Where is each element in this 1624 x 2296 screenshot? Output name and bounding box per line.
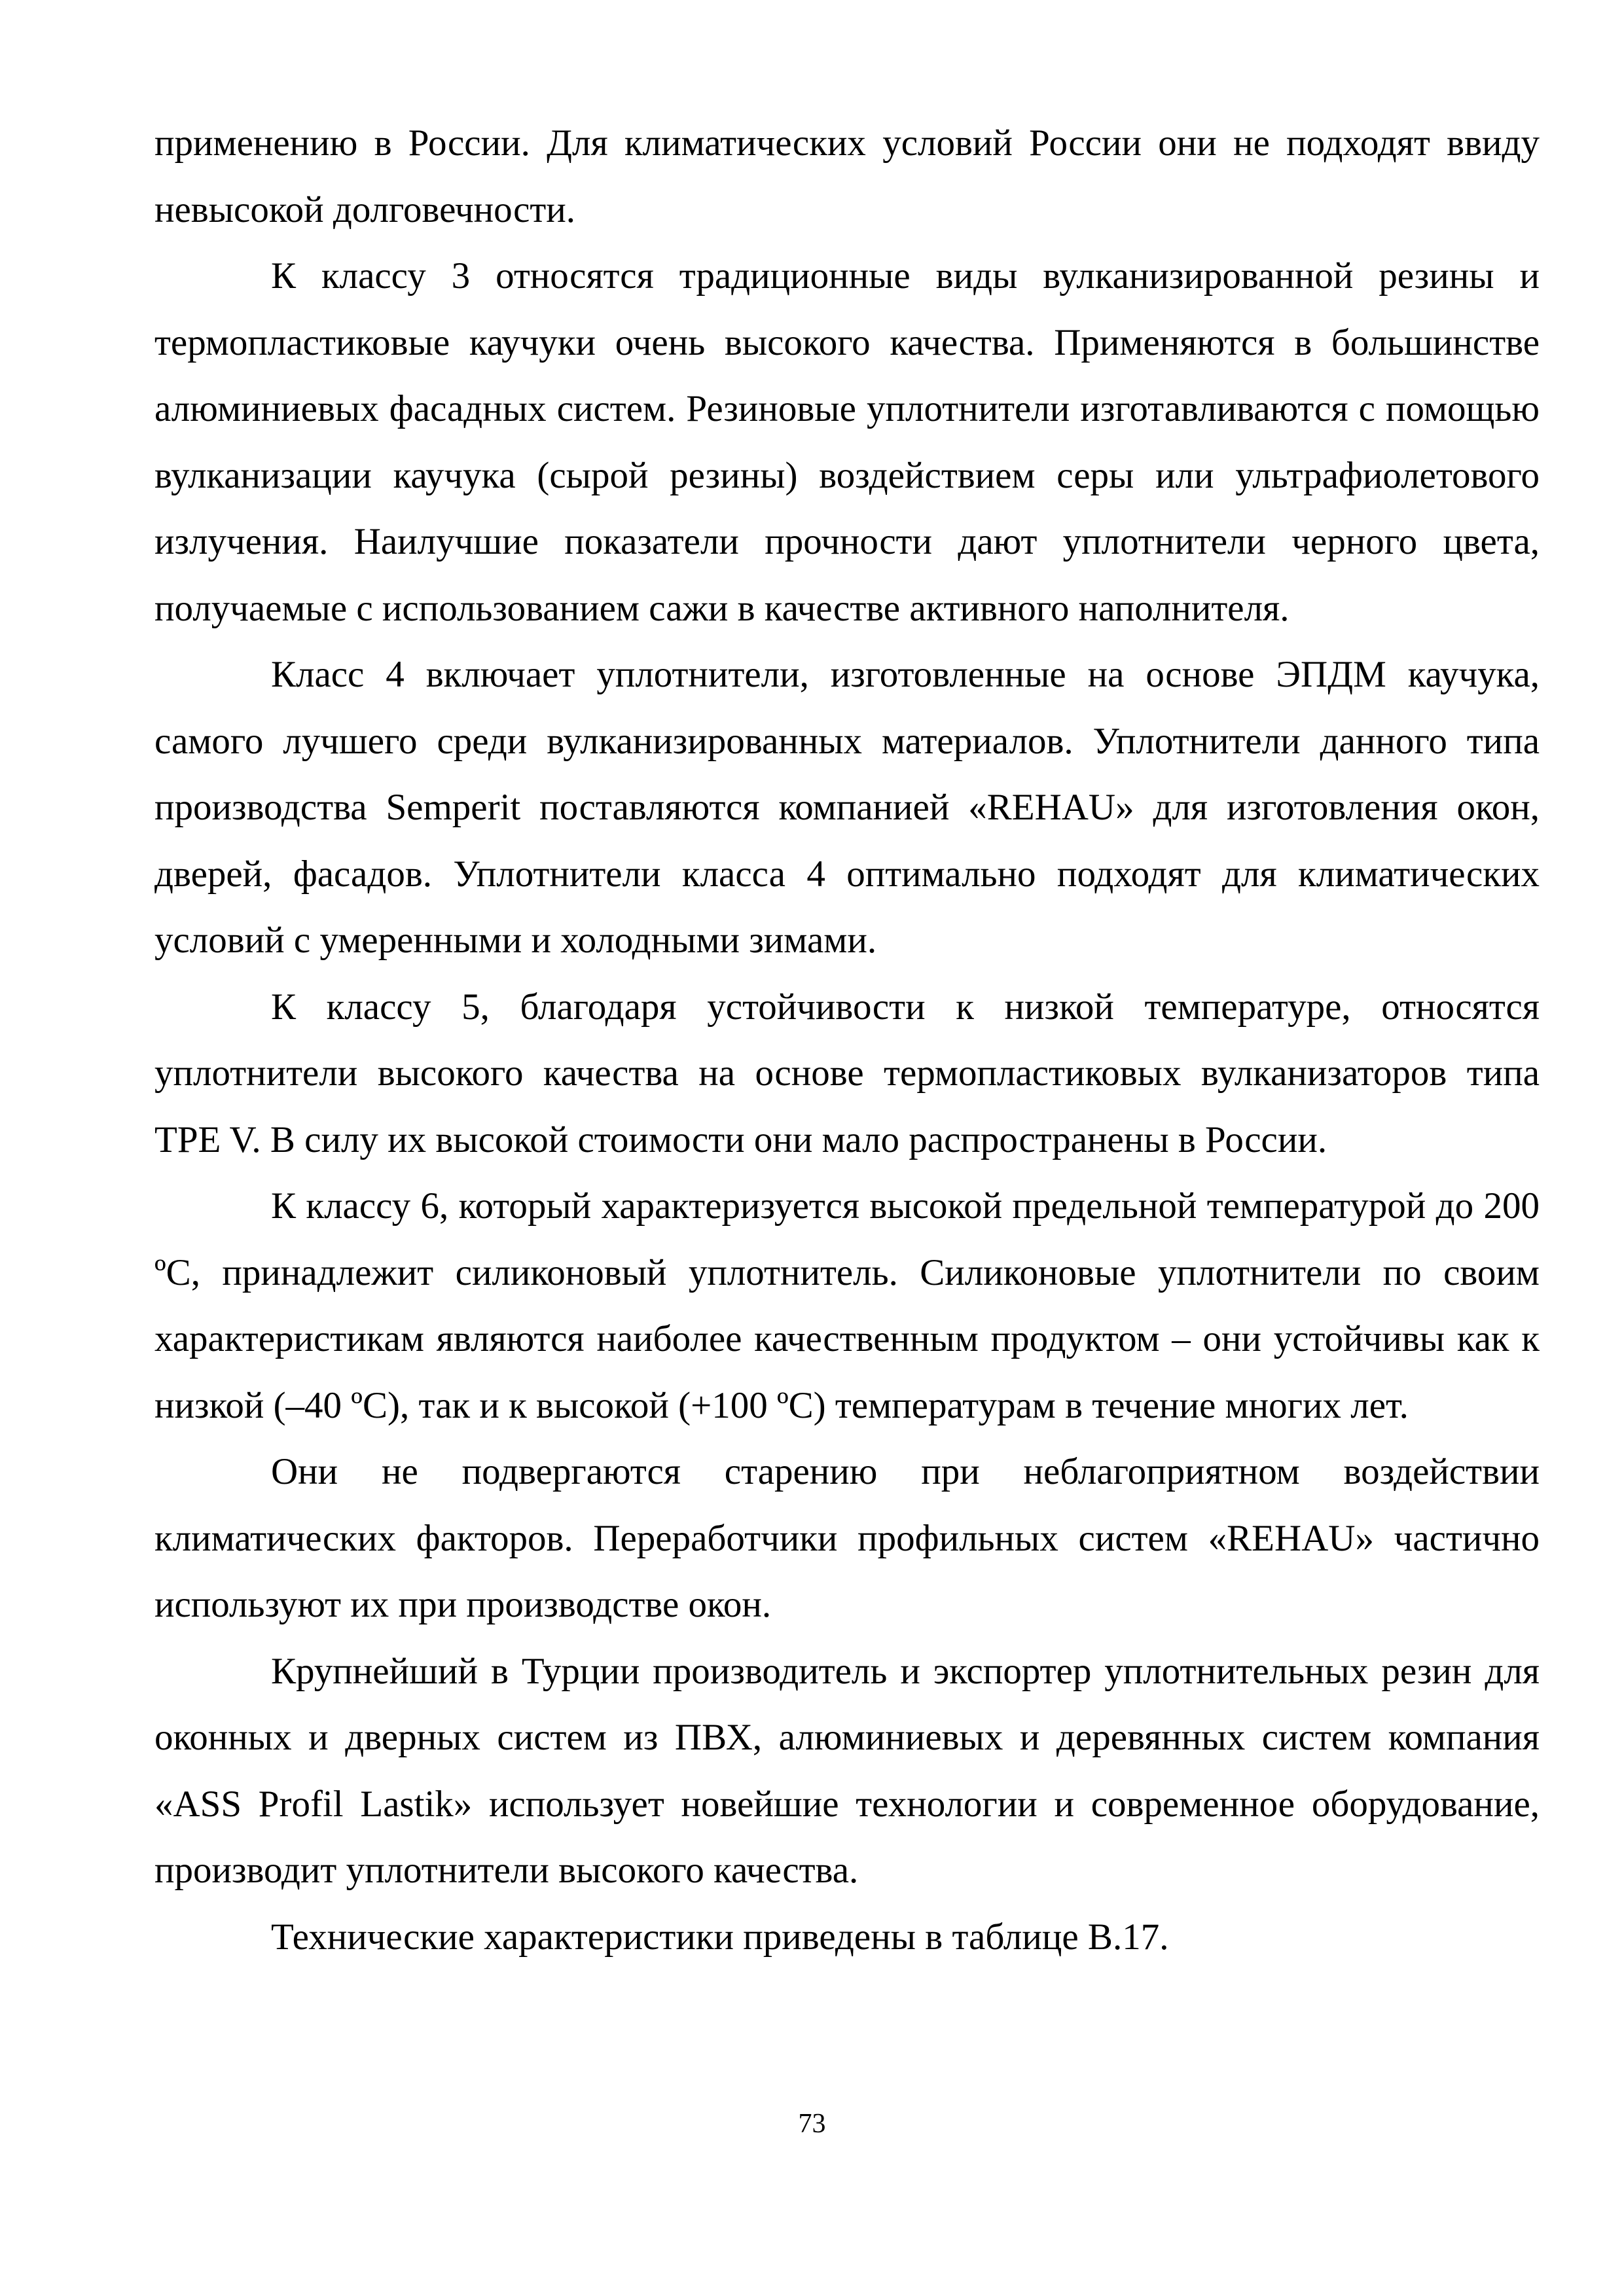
paragraph-class-6: К классу 6, который характеризуется высокой предельной температурой до 200 ºС, принадлежит силиконовый уплотнитель. Силиконовые уплотнители по своим характеристикам являются наиболее качественным продуктом – они устойчивы как к низкой (–40 ºС), так и к высокой (+100 ºС) температурам в течение многих лет. — [154, 1185, 1540, 1426]
paragraph-class-5: К классу 5, благодаря устойчивости к низкой температуре, относятся уплотнители высокого качества на основе термопластиковых вулканизаторов типа TPE V. В силу их высокой стоимости они мало распространены в России. — [154, 986, 1540, 1160]
paragraph-class-4: Класс 4 включает уплотнители, изготовленные на основе ЭПДМ каучука, самого лучшего среди вулканизированных материалов. Уплотнители данного типа производства Semperit поставляются компанией «REHAU» для изготовления окон, дверей, фасадов. Уплотнители класса 4 оптимально подходят для климатических условий с умеренными и холодными зимами. — [154, 654, 1540, 961]
document-body — [154, 110, 1540, 1970]
paragraph-continuation: применению в России. Для климатических условий России они не подходят ввиду невысокой долговечности. — [154, 122, 1540, 230]
page-number: 73 — [798, 2109, 826, 2139]
paragraph-turkey-manufacturer: Крупнейший в Турции производитель и экспортер уплотнительных резин для оконных и дверных систем из ПВХ, алюминиевых и деревянных систем компания «ASS Profil Lastik» использует новейшие технологии и современное оборудование, производит уплотнители высокого качества. — [154, 1650, 1540, 1891]
paragraph-class-3: К классу 3 относятся традиционные виды вулканизированной резины и термопластиковые каучуки очень высокого качества. Применяются в большинстве алюминиевых фасадных систем. Резиновые уплотнители изготавливаются с помощью вулканизации каучука (сырой резины) воздействием серы или ультрафиолетового излучения. Наилучшие показатели прочности дают уплотнители черного цвета, получаемые с использованием сажи в качестве активного наполнителя. — [154, 255, 1540, 629]
paragraph-table-reference: Технические характеристики приведены в таблице В.17. — [271, 1916, 1169, 1958]
paragraph-aging: Они не подвергаются старению при неблагоприятном воздействии климатических факторов. Переработчики профильных систем «REHAU» частично используют их при производстве окон. — [154, 1451, 1540, 1625]
